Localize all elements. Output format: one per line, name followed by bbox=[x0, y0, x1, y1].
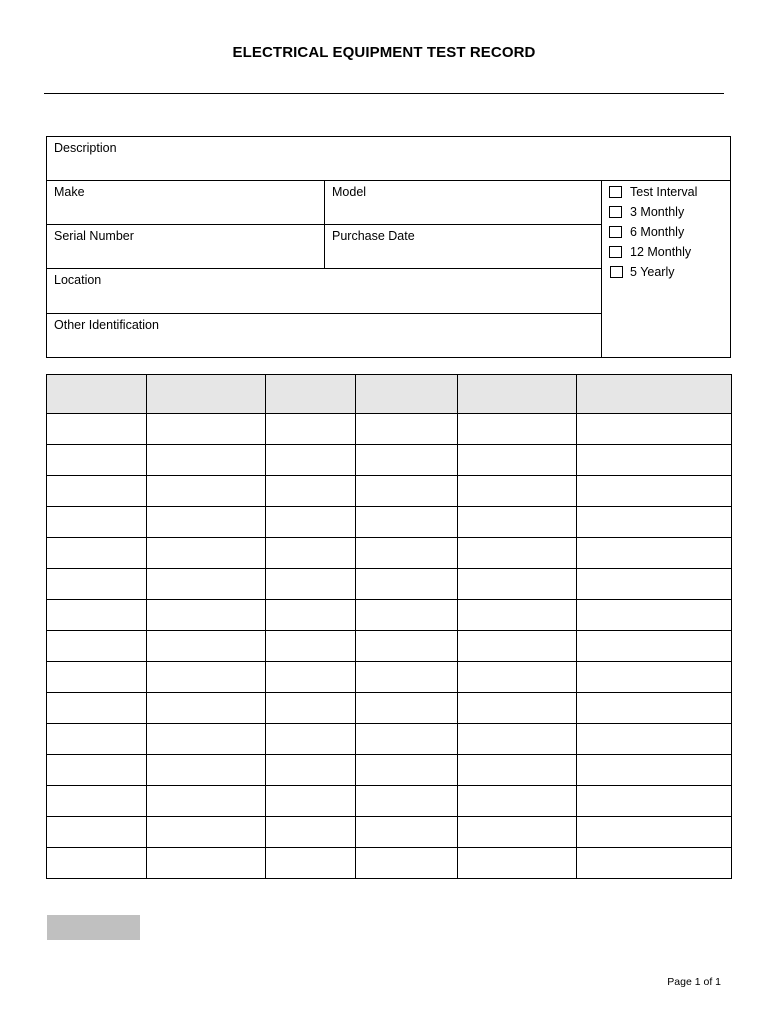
3-monthly-label: 3 Monthly bbox=[630, 205, 685, 219]
table-cell[interactable] bbox=[147, 662, 266, 693]
table-header-cell bbox=[47, 375, 147, 414]
title-divider bbox=[44, 93, 724, 94]
table-row bbox=[47, 848, 732, 879]
table-cell[interactable] bbox=[577, 817, 732, 848]
table-cell[interactable] bbox=[147, 538, 266, 569]
divider bbox=[46, 268, 602, 269]
table-cell[interactable] bbox=[266, 693, 356, 724]
table-cell[interactable] bbox=[266, 755, 356, 786]
table-cell[interactable] bbox=[356, 848, 458, 879]
5-yearly-label: 5 Yearly bbox=[630, 265, 675, 279]
document-title: ELECTRICAL EQUIPMENT TEST RECORD bbox=[232, 44, 536, 61]
table-row bbox=[47, 445, 732, 476]
table-cell[interactable] bbox=[147, 817, 266, 848]
table-cell[interactable] bbox=[577, 786, 732, 817]
table-cell[interactable] bbox=[266, 600, 356, 631]
table-cell[interactable] bbox=[356, 538, 458, 569]
5-yearly-checkbox[interactable] bbox=[610, 266, 623, 278]
table-cell[interactable] bbox=[356, 600, 458, 631]
table-cell[interactable] bbox=[266, 445, 356, 476]
table-cell[interactable] bbox=[458, 848, 577, 879]
table-cell[interactable] bbox=[458, 414, 577, 445]
table-cell[interactable] bbox=[577, 662, 732, 693]
table-cell[interactable] bbox=[266, 786, 356, 817]
table-cell[interactable] bbox=[266, 817, 356, 848]
table-cell[interactable] bbox=[47, 445, 147, 476]
divider bbox=[601, 180, 602, 358]
page-number: Page 1 of 1 bbox=[667, 976, 721, 988]
table-cell[interactable] bbox=[577, 414, 732, 445]
table-cell[interactable] bbox=[458, 817, 577, 848]
table-cell[interactable] bbox=[458, 476, 577, 507]
table-cell[interactable] bbox=[356, 786, 458, 817]
table-cell[interactable] bbox=[577, 724, 732, 755]
table-row bbox=[47, 786, 732, 817]
table-row bbox=[47, 507, 732, 538]
table-cell[interactable] bbox=[577, 476, 732, 507]
table-cell[interactable] bbox=[577, 848, 732, 879]
table-header-cell bbox=[458, 375, 577, 414]
table-cell[interactable] bbox=[266, 476, 356, 507]
table-row bbox=[47, 414, 732, 445]
table-cell[interactable] bbox=[458, 538, 577, 569]
table-cell[interactable] bbox=[47, 569, 147, 600]
divider bbox=[46, 180, 731, 181]
table-cell[interactable] bbox=[577, 538, 732, 569]
table-cell[interactable] bbox=[266, 538, 356, 569]
table-cell[interactable] bbox=[47, 724, 147, 755]
table-row bbox=[47, 600, 732, 631]
table-row bbox=[47, 724, 732, 755]
table-cell[interactable] bbox=[147, 693, 266, 724]
table-cell[interactable] bbox=[47, 631, 147, 662]
table-cell[interactable] bbox=[266, 414, 356, 445]
table-cell[interactable] bbox=[458, 569, 577, 600]
table-cell[interactable] bbox=[147, 631, 266, 662]
table-cell[interactable] bbox=[458, 724, 577, 755]
table-cell[interactable] bbox=[577, 631, 732, 662]
table-cell[interactable] bbox=[356, 693, 458, 724]
table-cell[interactable] bbox=[356, 662, 458, 693]
table-header-cell bbox=[147, 375, 266, 414]
table-row bbox=[47, 476, 732, 507]
table-cell[interactable] bbox=[356, 414, 458, 445]
description-label: Description bbox=[54, 141, 117, 155]
table-cell[interactable] bbox=[577, 693, 732, 724]
table-cell[interactable] bbox=[147, 786, 266, 817]
divider bbox=[46, 313, 602, 314]
table-cell[interactable] bbox=[147, 755, 266, 786]
table-cell[interactable] bbox=[47, 600, 147, 631]
table-cell[interactable] bbox=[458, 755, 577, 786]
table-header-cell bbox=[266, 375, 356, 414]
table-cell[interactable] bbox=[458, 786, 577, 817]
table-header-cell bbox=[577, 375, 732, 414]
table-cell[interactable] bbox=[147, 414, 266, 445]
make-label: Make bbox=[54, 185, 85, 199]
table-cell[interactable] bbox=[356, 817, 458, 848]
divider bbox=[324, 180, 325, 268]
table-cell[interactable] bbox=[577, 507, 732, 538]
purchase-date-label: Purchase Date bbox=[332, 229, 415, 243]
table-row bbox=[47, 631, 732, 662]
table-row bbox=[47, 693, 732, 724]
gray-placeholder-block bbox=[47, 915, 140, 940]
table-cell[interactable] bbox=[577, 755, 732, 786]
table-cell[interactable] bbox=[47, 817, 147, 848]
table-cell[interactable] bbox=[147, 600, 266, 631]
12-monthly-label: 12 Monthly bbox=[630, 245, 692, 259]
table-row bbox=[47, 817, 732, 848]
test-interval-checkbox[interactable] bbox=[609, 186, 622, 198]
table-cell[interactable] bbox=[47, 507, 147, 538]
other-identification-label: Other Identification bbox=[54, 318, 159, 332]
test-record-table bbox=[46, 374, 732, 879]
table-cell[interactable] bbox=[577, 445, 732, 476]
table-cell[interactable] bbox=[266, 662, 356, 693]
table-cell[interactable] bbox=[47, 755, 147, 786]
6-monthly-label: 6 Monthly bbox=[630, 225, 685, 239]
table-cell[interactable] bbox=[458, 631, 577, 662]
table-cell[interactable] bbox=[266, 631, 356, 662]
table-cell[interactable] bbox=[47, 538, 147, 569]
table-cell[interactable] bbox=[147, 445, 266, 476]
serial-number-label: Serial Number bbox=[54, 229, 134, 243]
table-cell[interactable] bbox=[147, 848, 266, 879]
table-cell[interactable] bbox=[458, 693, 577, 724]
table-cell[interactable] bbox=[147, 724, 266, 755]
table-cell[interactable] bbox=[356, 755, 458, 786]
table-cell[interactable] bbox=[458, 445, 577, 476]
table-row bbox=[47, 755, 732, 786]
table-cell[interactable] bbox=[47, 414, 147, 445]
table-header-cell bbox=[356, 375, 458, 414]
6-monthly-checkbox[interactable] bbox=[609, 226, 622, 238]
table-cell[interactable] bbox=[266, 848, 356, 879]
table-cell[interactable] bbox=[47, 693, 147, 724]
table-cell[interactable] bbox=[577, 600, 732, 631]
12-monthly-checkbox[interactable] bbox=[609, 246, 622, 258]
table-header-row bbox=[47, 375, 732, 414]
table-row bbox=[47, 569, 732, 600]
table-cell[interactable] bbox=[356, 724, 458, 755]
table-row bbox=[47, 662, 732, 693]
table-cell[interactable] bbox=[47, 848, 147, 879]
table-cell[interactable] bbox=[147, 476, 266, 507]
table-cell[interactable] bbox=[47, 786, 147, 817]
table-cell[interactable] bbox=[356, 631, 458, 662]
table-cell[interactable] bbox=[266, 507, 356, 538]
table-cell[interactable] bbox=[577, 569, 732, 600]
table-row bbox=[47, 538, 732, 569]
table-cell[interactable] bbox=[458, 662, 577, 693]
table-cell[interactable] bbox=[356, 569, 458, 600]
table-cell[interactable] bbox=[147, 569, 266, 600]
test-interval-label: Test Interval bbox=[630, 185, 698, 199]
table-cell[interactable] bbox=[458, 600, 577, 631]
table-cell[interactable] bbox=[147, 507, 266, 538]
location-label: Location bbox=[54, 273, 102, 287]
3-monthly-checkbox[interactable] bbox=[609, 206, 622, 218]
table-cell[interactable] bbox=[47, 662, 147, 693]
table-cell[interactable] bbox=[458, 507, 577, 538]
table-cell[interactable] bbox=[47, 476, 147, 507]
table-cell[interactable] bbox=[266, 724, 356, 755]
table-cell[interactable] bbox=[356, 476, 458, 507]
table-cell[interactable] bbox=[356, 445, 458, 476]
table-cell[interactable] bbox=[356, 507, 458, 538]
table-cell[interactable] bbox=[266, 569, 356, 600]
model-label: Model bbox=[332, 185, 367, 199]
